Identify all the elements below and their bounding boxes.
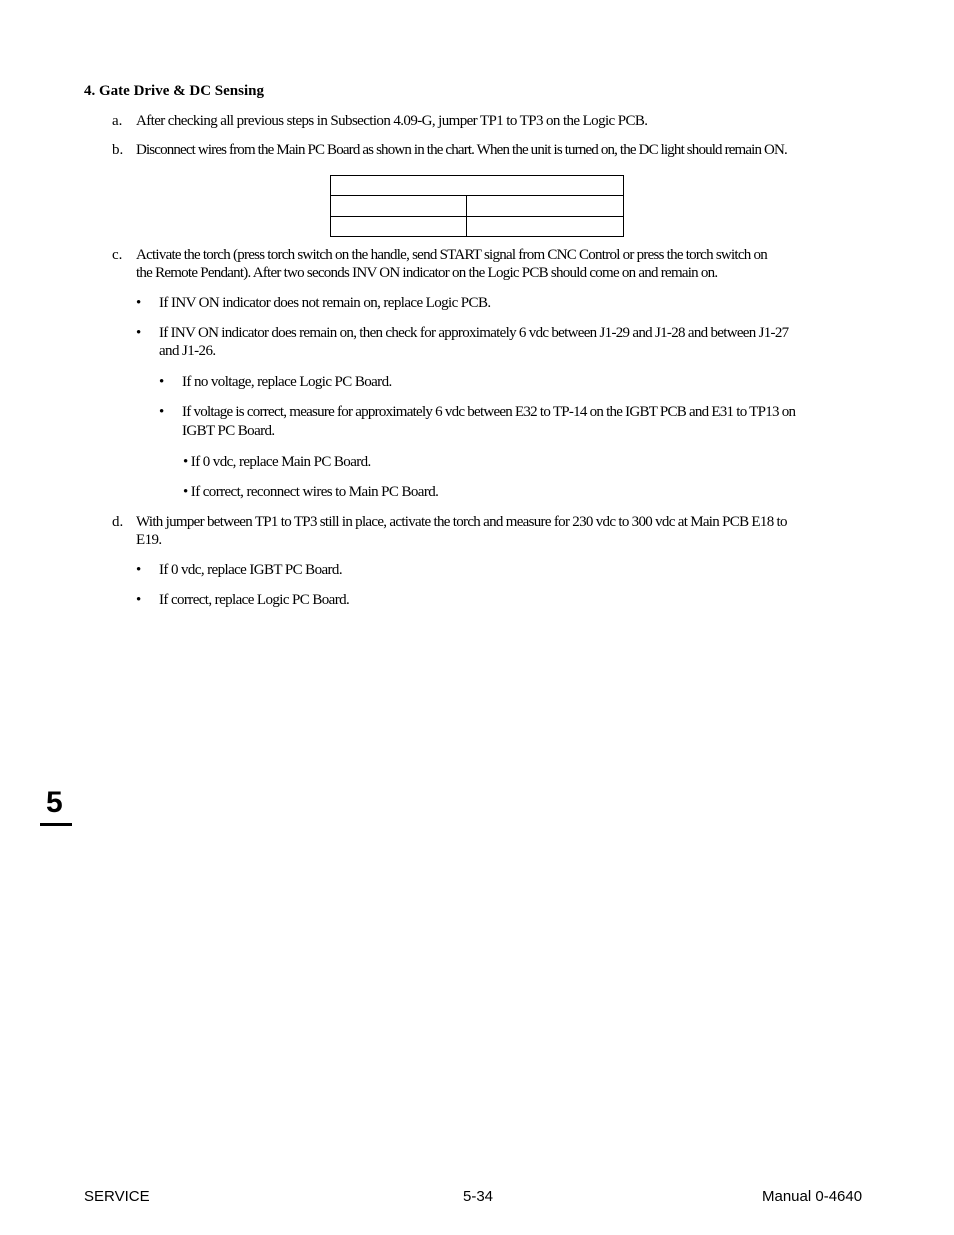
chart-cell — [467, 196, 624, 216]
step-c-subsub2: • If correct, reconnect wires to Main PC Board. — [183, 484, 439, 500]
footer-page-number: 5-34 — [463, 1188, 494, 1205]
disconnect-wires-chart — [330, 175, 624, 237]
bullet-marker: • — [136, 592, 142, 608]
step-c-sub1: If no voltage, replace Logic PC Board. — [182, 374, 392, 390]
step-c-sub2-line2: IGBT PC Board. — [182, 423, 275, 439]
step-b-label: b. — [112, 142, 124, 158]
bullet-marker: • — [159, 374, 165, 390]
footer-section-name: SERVICE — [84, 1188, 150, 1205]
step-d-line1: With jumper between TP1 to TP3 still in place, activate the torch and measure for 230 vdc to 300 vdc at Main PCB E18 to — [136, 514, 787, 530]
step-d-line2: E19. — [136, 532, 162, 548]
step-a-label: a. — [112, 113, 123, 129]
step-d-bullet2: If correct, replace Logic PC Board. — [159, 592, 350, 608]
bullet-marker: • — [136, 562, 142, 578]
chart-cell — [331, 216, 467, 236]
chart-cell — [467, 216, 624, 236]
step-c-bullet2-line1: If INV ON indicator does remain on, then check for approximately 6 vdc between J1-29 and J1-28 and between J1-27 — [159, 325, 789, 341]
step-c-line1: Activate the torch (press torch switch on the handle, send START signal from CNC Control or press the torch switch on — [136, 247, 767, 263]
step-c-bullet1: If INV ON indicator does not remain on, replace Logic PCB. — [159, 295, 491, 311]
step-b-text: Disconnect wires from the Main PC Board as shown in the chart. When the unit is turned on, the DC light should remain ON. — [136, 142, 787, 158]
step-c-subsub1: • If 0 vdc, replace Main PC Board. — [183, 454, 371, 470]
step-c-line2: the Remote Pendant). After two seconds INV ON indicator on the Logic PCB should come on and remain on. — [136, 265, 718, 281]
step-d-label: d. — [112, 514, 124, 530]
step-d-bullet1: If 0 vdc, replace IGBT PC Board. — [159, 562, 342, 578]
step-c-bullet2-line2: and J1-26. — [159, 343, 216, 359]
bullet-marker: • — [136, 295, 142, 311]
step-a-text: After checking all previous steps in Subsection 4.09-G, jumper TP1 to TP3 on the Logic PCB. — [136, 113, 648, 129]
chapter-tab-number: 5 — [46, 786, 63, 819]
footer-manual-number: Manual 0-4640 — [762, 1188, 863, 1205]
bullet-marker: • — [159, 404, 165, 420]
chart-header-cell — [331, 176, 624, 196]
step-c-sub2-line1: If voltage is correct, measure for approximately 6 vdc between E32 to TP-14 on the IGBT PCB and E31 to TP13 on — [182, 404, 796, 420]
step-c-label: c. — [112, 247, 123, 263]
chart-cell — [331, 196, 467, 216]
section-heading: 4. Gate Drive & DC Sensing — [84, 83, 264, 99]
bullet-marker: • — [136, 325, 142, 341]
